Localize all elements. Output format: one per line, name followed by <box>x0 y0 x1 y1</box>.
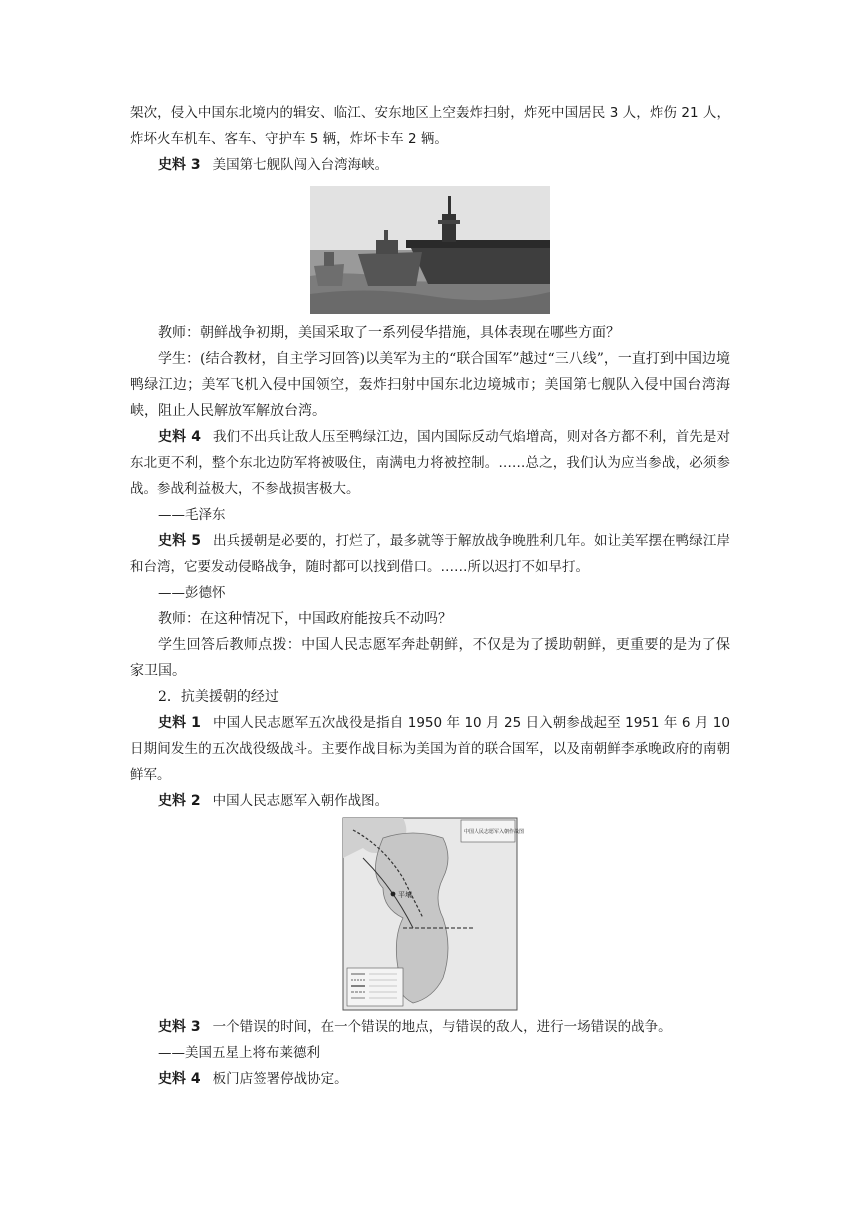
source-label: 史料 4 <box>158 429 201 445</box>
source-text: 中国人民志愿军入朝作战图。 <box>212 793 389 809</box>
source-text: 我们不出兵让敌人压至鸭绿江边，国内国际反动气焰增高，则对各方都不利，首先是对东北更不利，整个东北边防军将被吸住，南满电力将被控制。……总之，我们认为应当参战，必须参战。参战利益极大，不参战损害极大。 <box>130 429 730 497</box>
source-4b-line <box>130 1066 730 1092</box>
teacher-question-1: 教师：朝鲜战争初期，美国采取了一系列侵华措施，具体表现在哪些方面？ <box>158 325 620 341</box>
student-answer-1: 学生：(结合教材，自主学习回答)以美军为主的“联合国军”越过“三八线”，一直打到中国边境鸭绿江边；美军飞机入侵中国领空，轰炸扫射中国东北边境城市；美国第七舰队入侵中国台湾海峡，阻止人民解放军解放台湾。 <box>130 351 730 419</box>
source-label: 史料 1 <box>158 715 201 731</box>
source-2-line <box>130 788 730 814</box>
map-title: 中国人民志愿军入朝作战图 <box>464 829 525 835</box>
source-1-paragraph <box>130 710 730 788</box>
source-text: 美国第七舰队闯入台湾海峡。 <box>212 157 389 173</box>
aircraft-carrier-photo <box>310 186 550 314</box>
source-label: 史料 5 <box>158 533 201 549</box>
map-city-label: 平壤 <box>398 891 412 899</box>
source-4-paragraph <box>130 424 730 502</box>
source-3-line <box>130 152 730 178</box>
source-attribution: ——彭德怀 <box>158 585 226 601</box>
source-attribution: ——美国五星上将布莱德利 <box>158 1045 320 1061</box>
source-text: 板门店签署停战协定。 <box>212 1071 348 1087</box>
source-attribution: ——毛泽东 <box>158 507 226 523</box>
source-label: 史料 3 <box>158 1019 201 1035</box>
source-3b-line <box>130 1014 730 1040</box>
teacher-question-2: 教师：在这种情况下，中国政府能按兵不动吗？ <box>158 611 452 627</box>
section-heading: 2．抗美援朝的经过 <box>158 689 279 705</box>
paragraph-continuation: 架次，侵入中国东北境内的辑安、临江、安东地区上空轰炸扫射，炸死中国居民 3 人，炸伤 21 人，炸坏火车机车、客车、守护车 5 辆，炸坏卡车 2 辆。 <box>130 105 730 147</box>
source-label: 史料 3 <box>158 157 201 173</box>
student-answer-2: 学生回答后教师点拨：中国人民志愿军奔赴朝鲜，不仅是为了援助朝鲜，更重要的是为了保家卫国。 <box>130 637 730 679</box>
source-label: 史料 4 <box>158 1071 201 1087</box>
source-label: 史料 2 <box>158 793 201 809</box>
source-text: 出兵援朝是必要的，打烂了，最多就等于解放战争晚胜利几年。如让美军摆在鸭绿江岸和台湾，它要发动侵略战争，随时都可以找到借口。……所以迟打不如早打。 <box>130 533 730 575</box>
source-text: 中国人民志愿军五次战役是指自 1950 年 10 月 25 日入朝参战起至 1951 年 6 月 10 日期间发生的五次战役级战斗。主要作战目标为美国为首的联合国军，以及南朝鲜李承晚政府的南朝鲜军。 <box>130 715 730 783</box>
source-5-paragraph <box>130 528 730 580</box>
pyongyang-marker <box>391 892 396 897</box>
source-text: 一个错误的时间，在一个错误的地点，与错误的敌人，进行一场错误的战争。 <box>212 1019 672 1035</box>
document-body <box>130 100 730 1092</box>
korea-war-map <box>343 818 525 1010</box>
